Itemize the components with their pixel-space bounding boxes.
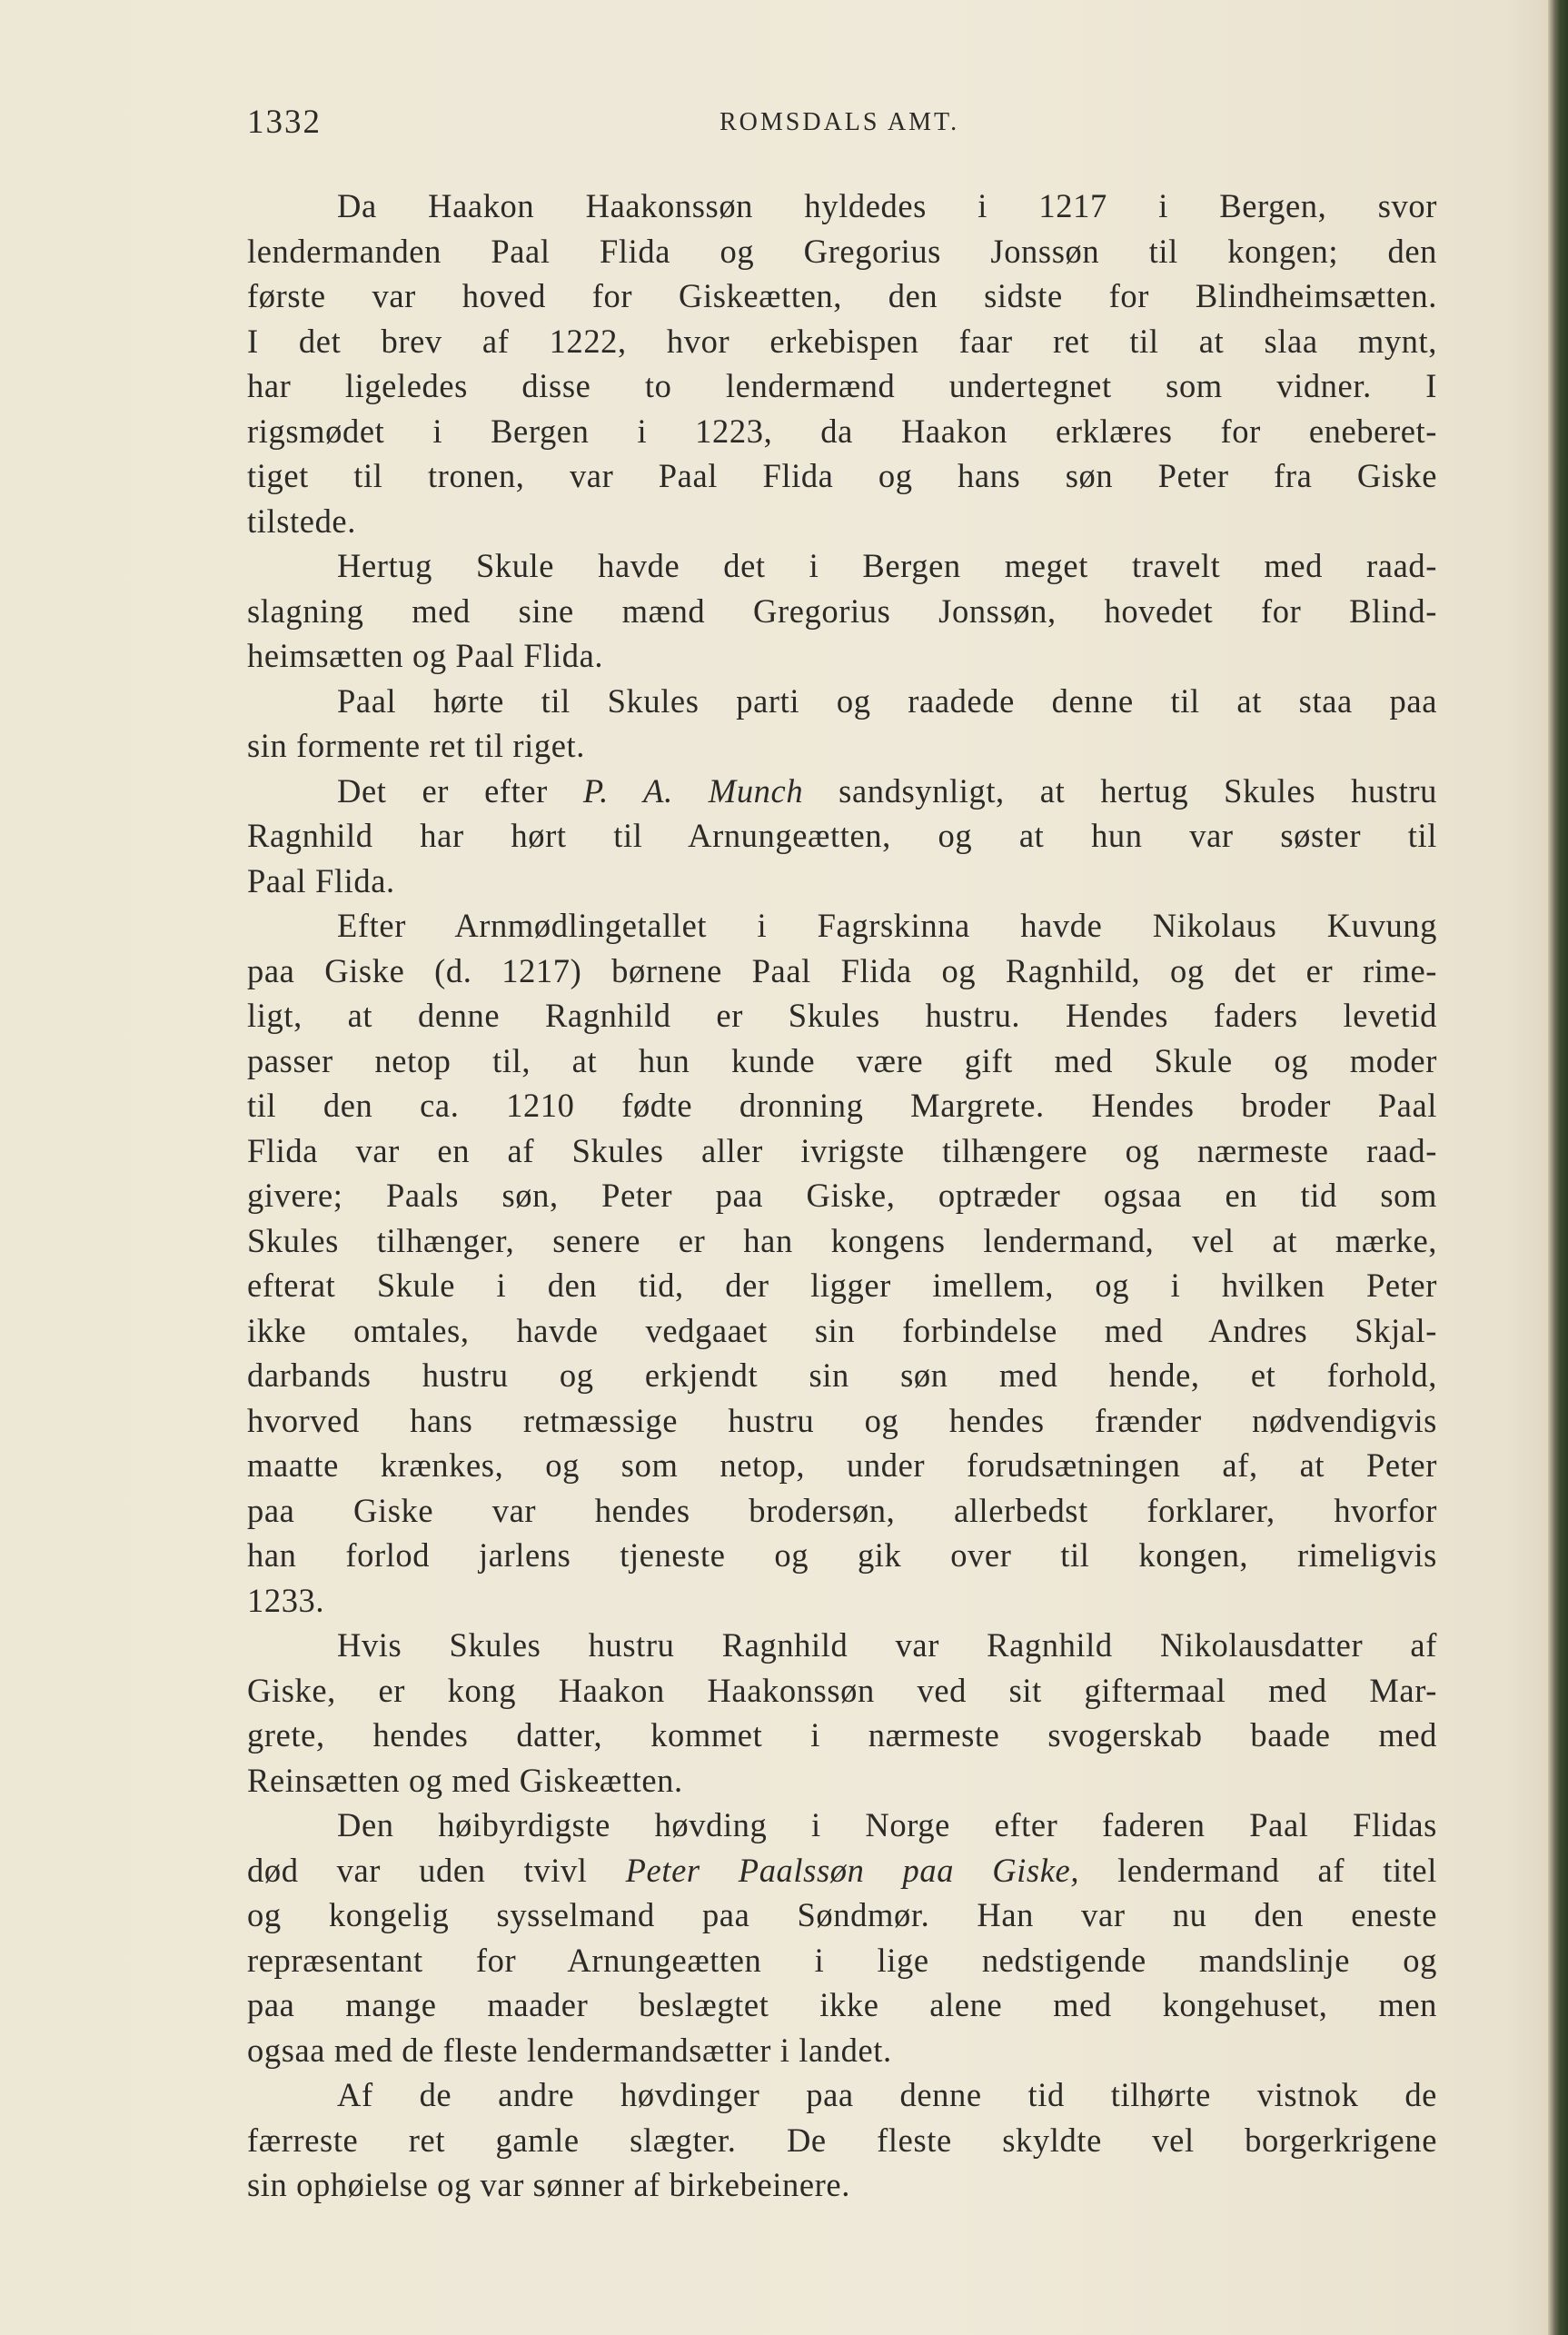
- text-line: repræsentant for Arnungeætten i lige nedstigende mandslinje og: [247, 1941, 1437, 1979]
- text-line: sin formente ret til riget.: [247, 727, 585, 764]
- text-line: første var hoved for Giskeætten, den sidste for Blindheimsætten.: [247, 277, 1437, 314]
- text-line: paa mange maader beslægtet ikke alene med kongehuset, men: [247, 1986, 1437, 2023]
- text-line: har ligeledes disse to lendermænd undertegnet som vidner. I: [247, 367, 1437, 404]
- page-header: [247, 103, 1464, 148]
- text-line: hvorved hans retmæssige hustru og hendes frænder nødvendigvis: [247, 1401, 1437, 1439]
- text-line: og kongelig sysselmand paa Søndmør. Han var nu den eneste: [247, 1896, 1437, 1933]
- text-line: darbands hustru og erkjendt sin søn med hende, et forhold,: [247, 1356, 1437, 1394]
- text-line: Paal hørte til Skules parti og raadede denne til at staa paa: [337, 681, 1437, 720]
- text-line: efterat Skule i den tid, der ligger imellem, og i hvilken Peter: [247, 1267, 1437, 1304]
- text-line: Giske, er kong Haakon Haakonssøn ved sit giftermaal med Mar-: [247, 1671, 1437, 1709]
- text-line: færreste ret gamle slægter. De fleste skyldte vel borgerkrigene: [247, 2121, 1437, 2159]
- text-line: heimsætten og Paal Flida.: [247, 637, 604, 674]
- text-line: slagning med sine mænd Gregorius Jonssøn, hovedet for Blind-: [247, 591, 1437, 630]
- text-line: Reinsætten og med Giskeætten.: [247, 1761, 683, 1799]
- text-line: tiget til tronen, var Paal Flida og hans søn Peter fra Giske: [247, 457, 1437, 494]
- text-line: Paal Flida.: [247, 861, 395, 899]
- text-line: Efter Arnmødlingetallet i Fagrskinna havde Nikolaus Kuvung: [337, 907, 1437, 944]
- body-text: [247, 184, 1437, 2208]
- text-segment: lendermand af titel: [1079, 1851, 1437, 1889]
- text-line: [247, 1848, 1437, 1893]
- text-segment: død var uden tvivl: [247, 1851, 626, 1889]
- text-line: paa Giske var hendes brodersøn, allerbedst forklarer, hvorfor: [247, 1491, 1437, 1529]
- text-line: lendermanden Paal Flida og Gregorius Jonssøn til kongen; den: [247, 232, 1437, 270]
- text-line: ogsaa med de fleste lendermandsætter i landet.: [247, 2031, 892, 2069]
- text-line: Den høibyrdigste høvding i Norge efter faderen Paal Flidas: [337, 1806, 1437, 1843]
- text-line: Skules tilhænger, senere er han kongens lendermand, vel at mærke,: [247, 1221, 1437, 1259]
- page-number: 1332: [247, 104, 322, 141]
- text-segment: sandsynligt, at hertug Skules hustru: [803, 771, 1437, 810]
- text-line: passer netop til, at hun kunde være gift med Skule og moder: [247, 1041, 1437, 1079]
- text-line: sin ophøielse og var sønner af birkebeinere.: [247, 2166, 850, 2203]
- text-line: Ragnhild har hørt til Arnungeætten, og at hun var søster til: [247, 817, 1437, 854]
- binding-edge: [1548, 0, 1568, 2335]
- text-line: [247, 769, 1437, 814]
- text-line: maatte krænkes, og som netop, under forudsætningen af, at Peter: [247, 1446, 1437, 1484]
- text-line: tilstede.: [247, 502, 356, 540]
- text-line: Da Haakon Haakonssøn hyldedes i 1217 i Bergen, svor: [337, 187, 1437, 224]
- text-line: I det brev af 1222, hvor erkebispen faar ret til at slaa mynt,: [247, 322, 1437, 360]
- text-line: Hertug Skule havde det i Bergen meget travelt med raad-: [337, 547, 1437, 584]
- text-line: givere; Paals søn, Peter paa Giske, optræder ogsaa en tid som: [247, 1177, 1437, 1214]
- text-line: grete, hendes datter, kommet i nærmeste svogerskab baade med: [247, 1716, 1437, 1754]
- text-line: til den ca. 1210 fødte dronning Margrete. Hendes broder Paal: [247, 1087, 1437, 1124]
- text-line: 1233.: [247, 1581, 325, 1619]
- text-line: Af de andre høvdinger paa denne tid tilhørte vistnok de: [337, 2076, 1437, 2113]
- text-line: ligt, at denne Ragnhild er Skules hustru. Hendes faders levetid: [247, 997, 1437, 1034]
- text-segment: Det er efter: [337, 771, 583, 810]
- person-name-italic: Peter Paalssøn paa Giske,: [625, 1851, 1080, 1889]
- text-line: Hvis Skules hustru Ragnhild var Ragnhild Nikolausdatter af: [337, 1626, 1437, 1664]
- text-line: rigsmødet i Bergen i 1223, da Haakon erklæres for eneberet-: [247, 412, 1437, 450]
- text-line: paa Giske (d. 1217) børnene Paal Flida og Ragnhild, og det er rime-: [247, 951, 1437, 989]
- author-name-italic: P. A. Munch: [582, 771, 804, 810]
- text-line: ikke omtales, havde vedgaaet sin forbindelse med Andres Skjal-: [247, 1311, 1437, 1349]
- text-line: han forlod jarlens tjeneste og gik over til kongen, rimeligvis: [247, 1536, 1437, 1574]
- text-line: Flida var en af Skules aller ivrigste tilhængere og nærmeste raad-: [247, 1131, 1437, 1169]
- running-title: ROMSDALS AMT.: [719, 108, 960, 136]
